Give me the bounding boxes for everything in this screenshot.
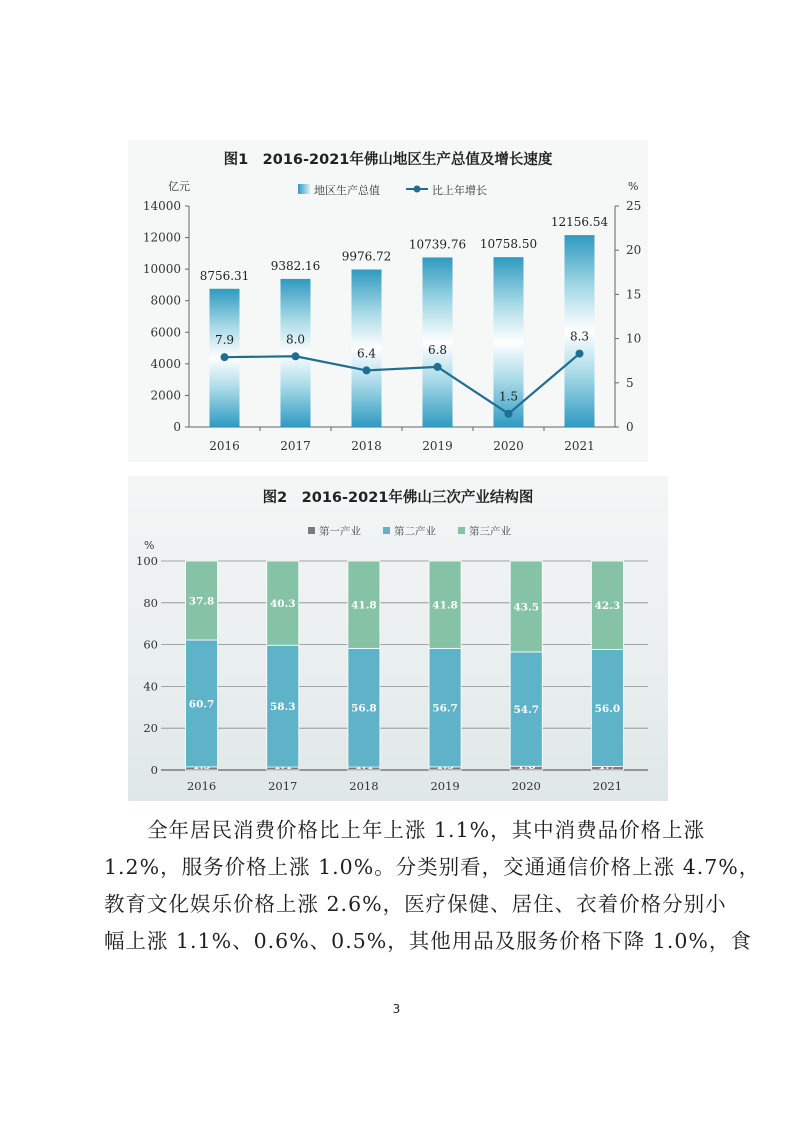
growth-data-label: 6.4 bbox=[356, 346, 377, 361]
x-tick-label: 2016 bbox=[209, 439, 240, 453]
x-tick-label: 2018 bbox=[351, 439, 382, 453]
chart2-legend bbox=[308, 525, 511, 538]
chart2-title: 图2 2016-2021年佛山三次产业结构图 bbox=[262, 490, 534, 506]
right-tick-label: 5 bbox=[626, 375, 634, 390]
left-tick-label: 8000 bbox=[150, 293, 181, 308]
legend-gdp-label: 地区生产总值 bbox=[314, 184, 380, 197]
segment-data-label: 60.7 bbox=[188, 698, 215, 711]
x-tick-label: 2021 bbox=[564, 439, 595, 453]
industry-structure-chart bbox=[128, 476, 668, 801]
paragraph-line: 1.2%，服务价格上涨 1.0%。分类别看，交通通信价格上涨 4.7%， bbox=[104, 855, 761, 879]
gdp-chart-svg bbox=[128, 140, 648, 462]
y-tick-label: 60 bbox=[143, 637, 158, 652]
growth-point bbox=[576, 350, 584, 358]
legend-label: 第二产业 bbox=[394, 525, 436, 538]
left-tick-label: 10000 bbox=[142, 262, 181, 277]
legend-swatch bbox=[383, 527, 390, 534]
segment-data-label: 42.3 bbox=[594, 600, 621, 613]
chart1-legend bbox=[298, 183, 487, 197]
growth-data-label: 6.8 bbox=[427, 342, 448, 357]
gdp-data-label: 9976.72 bbox=[341, 249, 392, 264]
chart1-bars bbox=[200, 215, 609, 427]
gdp-data-label: 9382.16 bbox=[270, 258, 321, 273]
growth-point bbox=[221, 353, 229, 361]
x-tick-label: 2017 bbox=[280, 439, 311, 453]
body-paragraph bbox=[104, 812, 761, 960]
left-tick-label: 14000 bbox=[142, 199, 181, 213]
page-number: 3 bbox=[392, 1002, 401, 1016]
legend-growth-dot bbox=[414, 186, 421, 193]
chart1-right-unit: % bbox=[628, 180, 639, 193]
legend-label: 第一产业 bbox=[319, 525, 361, 538]
legend-growth-label: 比上年增长 bbox=[432, 184, 487, 197]
x-tick-label: 2018 bbox=[349, 779, 379, 793]
right-tick-label: 25 bbox=[626, 199, 642, 213]
segment-data-label: 37.8 bbox=[188, 595, 215, 608]
gdp-data-label: 10739.76 bbox=[408, 237, 467, 252]
chart2-bars bbox=[186, 561, 624, 772]
right-tick-label: 0 bbox=[626, 420, 634, 434]
right-tick-label: 15 bbox=[626, 287, 642, 302]
growth-data-label: 8.0 bbox=[285, 332, 306, 347]
segment-data-label: 56.0 bbox=[594, 702, 621, 715]
gdp-data-label: 10758.50 bbox=[479, 237, 538, 252]
chart1-title: 图1 2016-2021年佛山地区生产总值及增长速度 bbox=[223, 152, 553, 168]
paragraph-line: 幅上涨 1.1%、0.6%、0.5%，其他用品及服务价格下降 1.0%，食 bbox=[104, 929, 752, 953]
segment-data-label: 56.8 bbox=[351, 702, 377, 715]
x-tick-label: 2016 bbox=[186, 779, 217, 793]
y-tick-label: 20 bbox=[143, 721, 158, 736]
industry-chart-svg bbox=[128, 476, 668, 801]
chart1-line bbox=[215, 330, 589, 418]
left-tick-label: 6000 bbox=[150, 325, 181, 340]
left-tick-label: 2000 bbox=[150, 388, 181, 403]
gdp-chart bbox=[128, 140, 648, 462]
x-tick-label: 2020 bbox=[493, 439, 524, 453]
segment-data-label: 43.5 bbox=[513, 601, 540, 614]
legend-gdp-swatch bbox=[298, 184, 310, 194]
chart1-left-unit: 亿元 bbox=[168, 180, 190, 193]
segment-data-label: 54.7 bbox=[513, 704, 540, 717]
paragraph-line: 教育文化娱乐价格上涨 2.6%，医疗保健、居住、衣着价格分别小 bbox=[104, 892, 727, 916]
left-tick-label: 4000 bbox=[150, 356, 181, 371]
y-tick-label: 0 bbox=[150, 763, 158, 777]
x-tick-label: 2019 bbox=[430, 779, 460, 793]
y-tick-label: 40 bbox=[143, 679, 158, 694]
growth-point bbox=[363, 366, 371, 374]
chart2-y-unit: % bbox=[144, 539, 155, 552]
x-tick-label: 2017 bbox=[268, 779, 298, 793]
growth-data-label: 7.9 bbox=[214, 333, 235, 348]
gdp-data-label: 12156.54 bbox=[550, 215, 609, 230]
segment-data-label: 41.8 bbox=[351, 599, 377, 612]
y-tick-label: 80 bbox=[143, 595, 158, 610]
legend-swatch bbox=[308, 527, 315, 534]
growth-line bbox=[225, 354, 580, 414]
segment-data-label: 41.8 bbox=[432, 599, 458, 612]
x-tick-label: 2019 bbox=[422, 439, 453, 453]
segment-data-label: 56.7 bbox=[432, 702, 458, 715]
left-tick-label: 0 bbox=[173, 420, 181, 434]
left-tick-label: 12000 bbox=[142, 230, 181, 245]
growth-point bbox=[292, 352, 300, 360]
legend-swatch bbox=[458, 527, 465, 534]
paragraph-line: 全年居民消费价格比上年上涨 1.1%，其中消费品价格上涨 bbox=[104, 818, 706, 842]
growth-data-label: 8.3 bbox=[569, 329, 590, 344]
growth-point bbox=[434, 363, 442, 371]
growth-point bbox=[505, 410, 513, 418]
segment-data-label: 58.3 bbox=[269, 701, 296, 714]
y-tick-label: 100 bbox=[136, 554, 158, 568]
x-tick-label: 2021 bbox=[592, 779, 623, 793]
x-tick-label: 2020 bbox=[511, 779, 541, 793]
segment-data-label: 40.3 bbox=[269, 598, 296, 611]
gdp-data-label: 8756.31 bbox=[199, 268, 250, 283]
right-tick-label: 10 bbox=[626, 331, 642, 346]
legend-label: 第三产业 bbox=[469, 525, 511, 538]
right-tick-label: 20 bbox=[626, 243, 642, 258]
growth-data-label: 1.5 bbox=[498, 389, 519, 404]
